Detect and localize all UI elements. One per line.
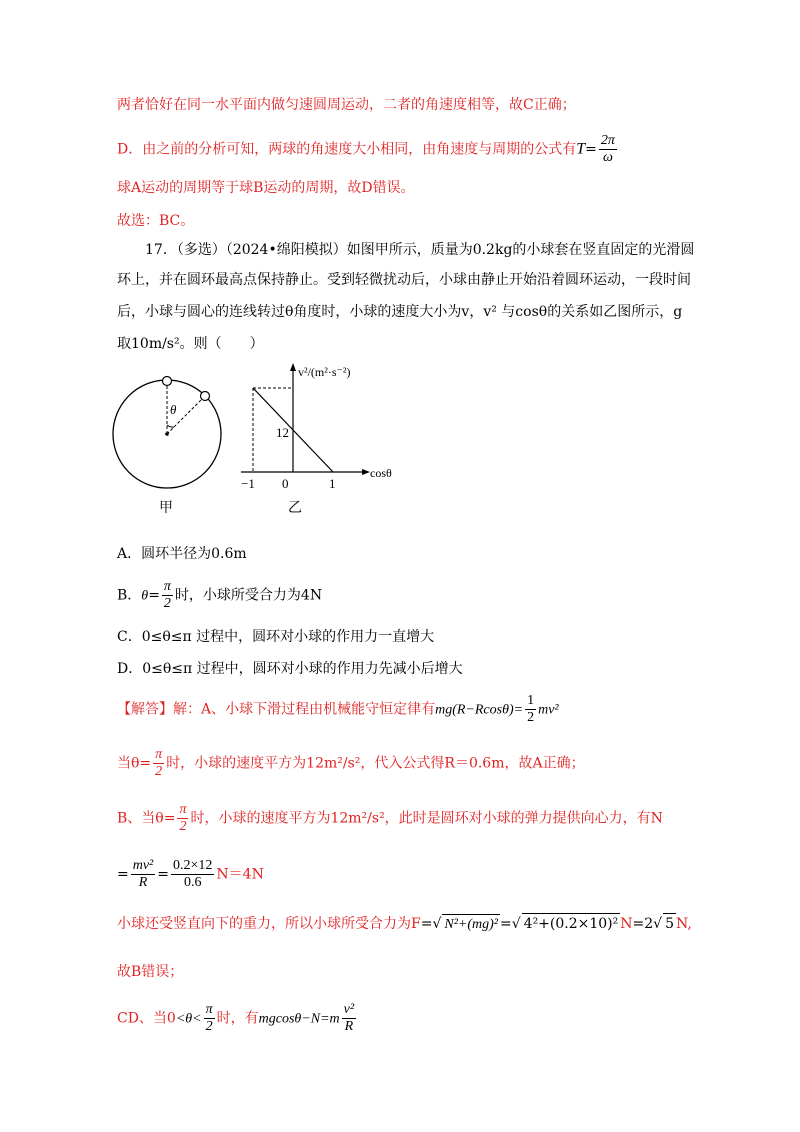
answer-cd-fraction (204, 1002, 215, 1035)
half-fraction (525, 693, 536, 726)
fraction-numerator: π (179, 802, 187, 817)
answer-b-pre: B、当θ= (117, 810, 176, 827)
option-b-theta: θ (141, 588, 149, 604)
answer-a2-pre: 当θ= (117, 755, 152, 772)
answer-line-4 (117, 858, 264, 891)
answer-cd-pre: CD、当0 (117, 1010, 176, 1027)
resultant-eq-3: =2 (632, 916, 654, 932)
option-b-eq: = (148, 587, 160, 604)
option-a: A．圆环半径为0.6m (117, 546, 247, 562)
period-symbol: T (576, 140, 586, 158)
solution-line-d-conclusion: 球A运动的周期等于球B运动的周期，故D错误。 (117, 180, 415, 196)
answer-b-post: 时，小球的速度平方为12m²/s²，此时是圆环对小球的弹力提供向心力，有N (190, 810, 663, 827)
ball-moved (201, 392, 210, 401)
solution-choice: 故选：BC。 (117, 213, 195, 229)
fraction-numerator: v² (343, 1002, 355, 1017)
answer-tag: 【解答】 (117, 701, 173, 718)
sqrt-expression-2: 4²+(0.2×10)² (522, 913, 621, 934)
tick-label-1: 1 (329, 476, 336, 491)
fraction-numerator: 0.2×12 (173, 858, 213, 873)
answer-cd-fraction-2 (342, 1002, 356, 1035)
resultant-text: 小球还受竖直向下的重力，所以小球所受合力为F (117, 916, 421, 932)
fraction-denominator: 2 (163, 596, 171, 611)
graph-yi (241, 363, 392, 516)
fraction-denominator: 2 (527, 710, 535, 725)
question-line-3: 后，小球与圆心的连线转过θ角度时，小球的速度大小为v，v² 与cosθ的关系如乙图所示，g (117, 304, 683, 320)
fraction-denominator: R (138, 875, 148, 890)
x-axis-label: cosθ (370, 466, 392, 480)
y-axis-arrow (290, 363, 296, 371)
kinetic-term: mv² (538, 702, 559, 718)
answer-line-2 (117, 747, 585, 780)
sqrt-expression-1: N²+(mg)² (442, 914, 500, 935)
fraction-numerator: π (205, 1002, 213, 1017)
fraction-denominator: 2 (179, 819, 187, 834)
fraction-denominator: ω (602, 150, 613, 165)
resultant-unit-2: N, (676, 916, 692, 932)
question-line-2: 环上，并在圆环最高点保持静止。受到轻微扰动后，小球由静止开始沿着圆环运动，一段时间 (117, 272, 691, 288)
answer-cd-mid: 时，有 (216, 1010, 259, 1027)
figure-yi-label: 乙 (288, 501, 302, 516)
answer-line-7 (117, 1002, 358, 1035)
fraction-denominator: 2 (205, 1019, 213, 1034)
answer-a2-post: 时，小球的速度平方为12m²/s²，代入公式得R＝0.6m，故A正确； (166, 755, 585, 772)
figure-jia-label: 甲 (159, 501, 173, 516)
tick-label-0: 0 (282, 476, 289, 491)
answer-b-fraction (177, 802, 188, 835)
sqrt-expression-3: 5 (663, 913, 676, 934)
centripetal-fraction (131, 858, 156, 891)
solution-line-c: 两者恰好在同一水平面内做匀速圆周运动，二者的角速度相等，故C正确； (117, 97, 576, 113)
question-figure (108, 362, 408, 522)
sqrt-symbol: √ (432, 916, 442, 932)
theta-label: θ (170, 402, 177, 417)
x-axis-arrow (362, 469, 370, 475)
fraction-numerator: π (163, 579, 171, 594)
answer-cd-expression: mgcosθ−N=m (258, 1011, 340, 1027)
sqrt-symbol: √ (653, 916, 663, 932)
option-b-suffix: 时，小球所受合力为4N (174, 587, 323, 604)
fraction-numerator: π (155, 747, 163, 762)
option-d: D．0≤θ≤π 过程中，圆环对小球的作用力先减小后增大 (117, 661, 463, 677)
y-axis-label: v²/(m²·s⁻²) (298, 365, 351, 379)
answer-cd-inequality: <θ< (175, 1011, 202, 1027)
force-eq: = (117, 866, 129, 883)
fraction-numerator: mv² (132, 858, 154, 873)
sqrt-symbol: √ (511, 916, 521, 932)
answer-line-1 (117, 693, 559, 726)
fraction-denominator: R (344, 1019, 354, 1034)
resultant-eq: = (420, 916, 433, 932)
fraction-numerator: 1 (527, 693, 535, 708)
tick-label-neg1: −1 (241, 476, 255, 491)
force-result: N＝4N (216, 866, 264, 883)
fraction-denominator: 2 (155, 764, 163, 779)
ring-center-dot (165, 432, 169, 436)
option-b (117, 579, 322, 612)
option-b-prefix: B． (117, 587, 142, 604)
answer-line-3 (117, 802, 663, 835)
answer-a-text: 解：A、小球下滑过程由机械能守恒定律有 (173, 701, 436, 718)
numeric-fraction (171, 858, 214, 891)
question-line-4: 取10m/s²。则（ ） (117, 336, 264, 352)
resultant-eq-2: = (500, 916, 512, 932)
equals-sign: = (585, 141, 597, 158)
force-eq-2: = (157, 866, 169, 883)
option-c: C．0≤θ≤π 过程中，圆环对小球的作用力一直增大 (117, 629, 435, 645)
answer-line-5 (117, 913, 692, 935)
solution-line-d (117, 133, 619, 166)
fraction-numerator: 2π (600, 133, 615, 148)
resultant-unit: N (620, 916, 633, 932)
answer-line-6: 故B错误； (117, 964, 184, 980)
fraction-denominator: 0.6 (183, 875, 202, 890)
energy-expression: mg(R−Rcosθ)= (435, 702, 524, 718)
solution-d-text: D．由之前的分析可知，两球的角速度大小相同，由角速度与周期的公式有 (117, 141, 577, 158)
option-b-fraction (162, 579, 173, 612)
theta-arc (167, 425, 174, 427)
tick-label-12: 12 (276, 425, 289, 440)
ball-top (163, 377, 172, 386)
answer-a2-fraction (153, 747, 164, 780)
question-line-1: 17．（多选）（2024•绵阳模拟）如图甲所示，质量为0.2kg的小球套在竖直固定的光滑圆 (145, 242, 695, 258)
period-fraction (599, 133, 617, 166)
